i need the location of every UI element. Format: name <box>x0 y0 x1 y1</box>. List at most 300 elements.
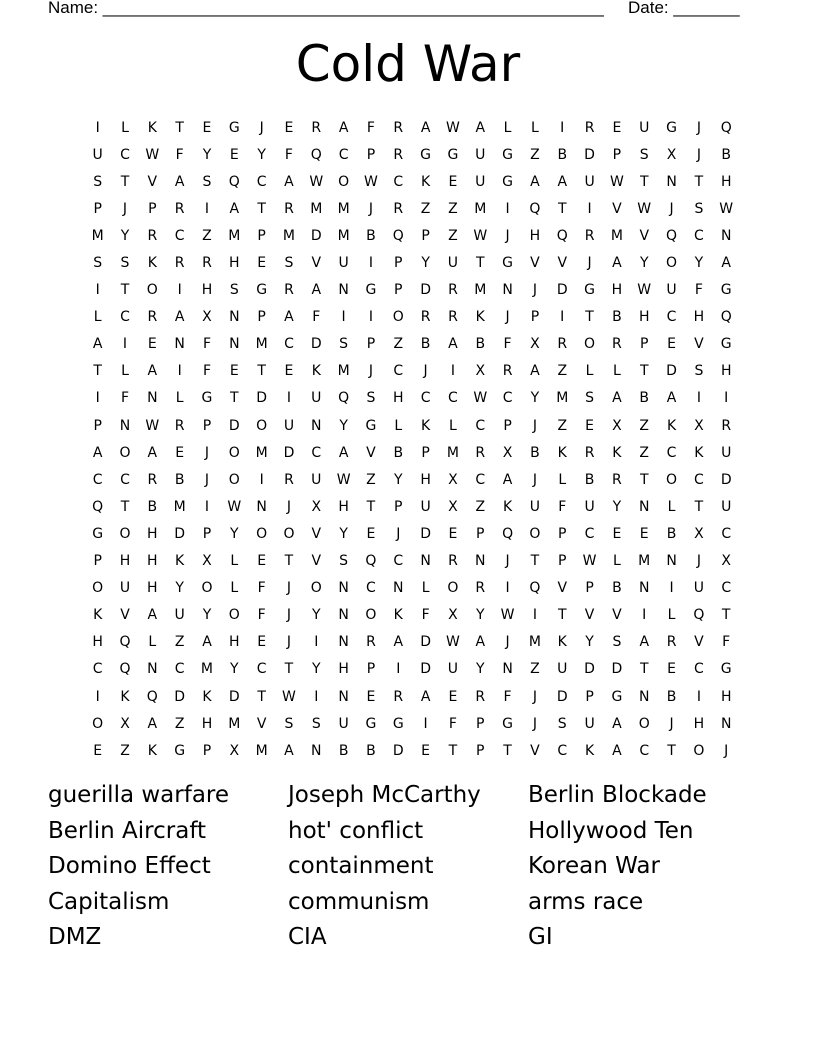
grid-letter: D <box>666 363 677 380</box>
grid-letter: P <box>257 227 266 244</box>
grid-letter: O <box>666 255 678 272</box>
grid-row <box>84 358 740 385</box>
grid-letter: J <box>724 742 729 759</box>
grid-letter: R <box>174 417 185 434</box>
grid-letter: T <box>557 200 567 217</box>
grid-letter: H <box>420 471 431 488</box>
grid-letter: E <box>421 742 431 759</box>
grid-letter: T <box>503 742 512 759</box>
grid-letter: V <box>612 200 622 217</box>
grid-letter: S <box>339 336 349 353</box>
grid-letter: I <box>505 200 510 217</box>
grid-letter: X <box>502 444 513 461</box>
grid-letter: D <box>420 282 431 299</box>
grid-letter: T <box>557 607 567 624</box>
grid-letter: M <box>310 200 323 217</box>
grid-letter: Z <box>557 363 568 380</box>
grid-letter: N <box>338 580 349 597</box>
grid-letter: C <box>92 471 103 488</box>
grid-letter: L <box>558 471 567 488</box>
grid-letter: H <box>229 255 240 272</box>
grid-letter: A <box>639 634 650 651</box>
grid-letter: Q <box>338 390 350 407</box>
grid-letter: F <box>175 146 184 163</box>
grid-letter: B <box>530 444 540 461</box>
grid-letter: L <box>121 363 129 380</box>
grid-letter: K <box>147 119 157 136</box>
grid-letter: W <box>145 146 160 163</box>
grid-letter: T <box>694 498 704 515</box>
grid-letter: J <box>532 715 537 732</box>
grid-letter: R <box>147 309 158 326</box>
grid-letter: R <box>393 200 404 217</box>
grid-letter: K <box>147 255 157 272</box>
grid-letter: P <box>93 200 102 217</box>
grid-letter: G <box>720 661 732 678</box>
word-list-item: guerilla warfare <box>48 782 230 808</box>
grid-letter: I <box>423 715 428 732</box>
grid-letter: V <box>256 715 267 732</box>
grid-letter: O <box>119 444 131 461</box>
grid-letter: J <box>122 200 128 217</box>
grid-letter: T <box>475 255 485 272</box>
grid-letter: W <box>309 173 324 190</box>
grid-letter: R <box>284 200 294 217</box>
grid-letter: N <box>638 580 650 597</box>
grid-letter: E <box>612 525 622 542</box>
grid-letter: W <box>473 227 488 244</box>
grid-letter: Q <box>529 580 541 597</box>
grid-letter: G <box>365 715 377 732</box>
grid-letter: U <box>557 661 568 678</box>
grid-letter: R <box>393 688 404 705</box>
grid-letter: O <box>228 607 240 624</box>
grid-letter: T <box>257 363 266 380</box>
grid-letter: B <box>366 742 376 759</box>
grid-letter: G <box>420 146 432 163</box>
grid-letter: X <box>229 742 240 759</box>
grid-letter: A <box>174 309 185 326</box>
grid-letter: K <box>475 309 485 326</box>
grid-letter: E <box>229 146 239 163</box>
grid-letter: R <box>174 255 185 272</box>
grid-letter: X <box>448 607 458 624</box>
grid-letter: X <box>202 309 212 326</box>
grid-letter: V <box>311 553 322 570</box>
grid-letter: U <box>475 146 486 163</box>
grid-letter: M <box>91 227 104 244</box>
grid-letter: L <box>421 580 430 597</box>
grid-letter: X <box>694 525 704 542</box>
grid-letter: F <box>312 309 321 326</box>
grid-letter: I <box>396 661 401 678</box>
grid-letter: B <box>639 390 650 407</box>
grid-letter: M <box>282 227 295 244</box>
grid-letter: M <box>610 227 623 244</box>
grid-letter: K <box>421 173 431 190</box>
grid-letter: J <box>532 471 537 488</box>
grid-letter: N <box>502 282 513 299</box>
grid-letter: W <box>336 471 351 488</box>
grid-letter: S <box>93 173 103 190</box>
grid-letter: R <box>420 309 431 326</box>
grid-letter: N <box>502 661 513 678</box>
grid-row <box>84 195 740 222</box>
grid-letter: A <box>530 363 540 380</box>
word-list-item: arms race <box>528 888 644 915</box>
grid-letter: X <box>120 715 130 732</box>
grid-letter: D <box>420 525 431 542</box>
grid-row <box>84 439 740 466</box>
grid-letter: G <box>720 336 732 353</box>
grid-letter: T <box>120 282 130 299</box>
grid-letter: T <box>721 607 731 624</box>
grid-letter: L <box>667 498 676 515</box>
grid-letter: I <box>204 498 210 515</box>
grid-letter: N <box>638 498 650 515</box>
grid-letter: Y <box>421 255 430 272</box>
grid-letter: C <box>338 146 349 163</box>
grid-letter: G <box>174 742 186 759</box>
grid-letter: D <box>310 336 322 353</box>
grid-letter: U <box>721 498 732 515</box>
grid-letter: C <box>420 390 431 407</box>
grid-letter: I <box>696 688 701 705</box>
grid-letter: R <box>584 227 595 244</box>
grid-letter: R <box>475 444 486 461</box>
grid-letter: U <box>447 255 459 272</box>
grid-letter: D <box>420 634 431 651</box>
grid-letter: X <box>666 146 677 163</box>
grid-letter: F <box>120 390 130 407</box>
grid-letter: F <box>448 715 457 732</box>
grid-letter: I <box>314 688 319 705</box>
grid-letter: E <box>366 688 376 705</box>
grid-letter: A <box>147 607 158 624</box>
grid-letter: N <box>666 173 677 190</box>
grid-letter: T <box>639 471 649 488</box>
grid-letter: F <box>366 119 375 136</box>
grid-letter: F <box>284 146 293 163</box>
grid-letter: C <box>721 525 732 542</box>
grid-letter: H <box>92 634 103 651</box>
grid-letter: H <box>338 498 349 515</box>
grid-letter: S <box>585 390 595 407</box>
grid-letter: C <box>393 173 404 190</box>
grid-letter: T <box>175 119 184 136</box>
grid-letter: R <box>448 309 458 326</box>
grid-letter: J <box>587 255 592 272</box>
grid-letter: W <box>609 173 624 190</box>
grid-letter: I <box>696 390 701 407</box>
grid-letter: C <box>311 444 322 461</box>
grid-letter: I <box>259 471 264 488</box>
grid-letter: Y <box>230 525 239 542</box>
grid-letter: L <box>531 119 539 136</box>
grid-letter: C <box>557 742 568 759</box>
grid-letter: B <box>584 471 595 488</box>
grid-letter: B <box>666 688 677 705</box>
grid-letter: Z <box>639 444 650 461</box>
grid-letter: V <box>612 607 622 624</box>
word-list-item: hot' conflict <box>288 817 424 844</box>
grid-letter: V <box>120 607 130 624</box>
grid-letter: A <box>612 390 622 407</box>
grid-letter: P <box>585 580 594 597</box>
grid-letter: U <box>283 417 295 434</box>
grid-letter: N <box>475 553 486 570</box>
word-list-item: Berlin Blockade <box>528 782 707 808</box>
grid-letter: E <box>667 336 676 353</box>
grid-letter: O <box>365 607 377 624</box>
grid-letter: W <box>637 200 652 217</box>
word-list-item: Domino Effect <box>48 853 211 880</box>
grid-letter: A <box>311 282 322 299</box>
grid-letter: J <box>368 363 374 380</box>
grid-letter: X <box>202 553 212 570</box>
grid-letter: P <box>476 715 485 732</box>
grid-letter: K <box>311 363 321 380</box>
grid-letter: L <box>503 119 512 136</box>
grid-letter: Y <box>585 634 594 651</box>
grid-letter: N <box>119 417 131 434</box>
grid-letter: L <box>148 634 157 651</box>
grid-letter: A <box>721 255 731 272</box>
grid-letter: U <box>475 173 486 190</box>
grid-letter: J <box>696 553 701 570</box>
grid-letter: O <box>666 471 678 488</box>
grid-letter: Z <box>366 471 376 488</box>
grid-letter: E <box>284 363 294 380</box>
grid-letter: A <box>229 200 240 217</box>
grid-row <box>84 222 740 249</box>
grid-letter: D <box>228 417 240 434</box>
grid-letter: U <box>693 580 704 597</box>
grid-letter: C <box>256 661 267 678</box>
grid-letter: R <box>393 146 404 163</box>
grid-letter: K <box>584 742 595 759</box>
grid-letter: E <box>366 525 376 542</box>
grid-row <box>84 656 740 683</box>
grid-letter: C <box>120 146 130 163</box>
grid-row <box>84 249 740 276</box>
grid-letter: J <box>259 119 264 136</box>
grid-letter: E <box>229 363 239 380</box>
grid-letter: M <box>337 227 350 244</box>
grid-letter: C <box>92 661 103 678</box>
date-field-label: Date: _______ <box>628 0 740 17</box>
grid-row <box>84 575 740 602</box>
grid-letter: C <box>584 525 595 542</box>
grid-letter: C <box>693 227 704 244</box>
grid-letter: E <box>612 119 622 136</box>
grid-letter: A <box>174 173 185 190</box>
grid-letter: J <box>696 146 701 163</box>
grid-letter: R <box>448 553 458 570</box>
word-list-item: Joseph McCarthy <box>288 782 481 808</box>
grid-letter: R <box>475 580 486 597</box>
grid-letter: Z <box>174 634 185 651</box>
grid-letter: X <box>721 553 731 570</box>
grid-letter: D <box>174 688 186 705</box>
grid-letter: D <box>283 444 295 461</box>
grid-row <box>84 141 740 168</box>
grid-letter: B <box>666 525 677 542</box>
grid-letter: T <box>120 498 130 515</box>
grid-letter: H <box>693 309 705 326</box>
grid-letter: H <box>638 309 650 326</box>
grid-letter: J <box>505 227 510 244</box>
grid-letter: Q <box>529 200 541 217</box>
grid-letter: U <box>174 607 185 624</box>
grid-letter: N <box>720 715 732 732</box>
grid-letter: Y <box>612 498 622 515</box>
grid-row <box>84 493 740 520</box>
grid-letter: C <box>666 309 677 326</box>
grid-row <box>84 331 740 358</box>
grid-row <box>84 737 740 764</box>
grid-letter: M <box>446 444 459 461</box>
grid-letter: C <box>284 336 294 353</box>
grid-letter: Y <box>257 146 266 163</box>
word-list-item: containment <box>288 853 434 880</box>
grid-letter: P <box>366 146 376 163</box>
grid-letter: A <box>147 715 158 732</box>
grid-letter: E <box>175 444 185 461</box>
grid-letter: D <box>392 742 404 759</box>
grid-letter: G <box>201 390 213 407</box>
grid-letter: F <box>694 282 703 299</box>
word-list-item: communism <box>288 888 430 915</box>
grid-letter: U <box>447 661 459 678</box>
grid-row <box>84 466 740 493</box>
grid-letter: C <box>174 227 185 244</box>
grid-letter: U <box>721 444 732 461</box>
grid-letter: T <box>639 173 649 190</box>
grid-letter: U <box>92 146 103 163</box>
grid-letter: R <box>284 471 294 488</box>
grid-letter: O <box>228 444 240 461</box>
grid-letter: R <box>666 634 677 651</box>
grid-letter: G <box>392 715 404 732</box>
grid-letter: M <box>255 336 268 353</box>
grid-letter: N <box>420 553 431 570</box>
letter-grid <box>84 114 740 764</box>
grid-letter: S <box>120 255 130 272</box>
grid-letter: Q <box>666 227 678 244</box>
grid-letter: N <box>311 742 322 759</box>
grid-letter: C <box>475 417 486 434</box>
grid-letter: Q <box>556 227 568 244</box>
grid-letter: X <box>530 336 540 353</box>
grid-letter: H <box>147 553 158 570</box>
grid-letter: I <box>177 363 182 380</box>
grid-letter: N <box>256 498 267 515</box>
grid-letter: B <box>338 742 349 759</box>
grid-letter: S <box>694 363 704 380</box>
grid-letter: B <box>147 498 158 515</box>
grid-row <box>84 412 740 439</box>
grid-letter: J <box>669 715 674 732</box>
grid-letter: G <box>365 282 377 299</box>
grid-letter: O <box>92 715 104 732</box>
grid-letter: H <box>529 227 541 244</box>
grid-letter: Q <box>119 634 131 651</box>
grid-letter: O <box>92 580 104 597</box>
grid-letter: P <box>558 553 567 570</box>
grid-letter: Y <box>312 607 321 624</box>
grid-letter: Y <box>475 607 485 624</box>
grid-letter: D <box>256 390 268 407</box>
grid-letter: I <box>505 580 510 597</box>
grid-letter: Z <box>557 417 568 434</box>
grid-letter: C <box>393 553 404 570</box>
grid-letter: I <box>532 607 537 624</box>
grid-letter: N <box>638 688 650 705</box>
grid-letter: T <box>366 498 376 515</box>
grid-letter: Y <box>230 661 239 678</box>
grid-letter: Q <box>119 661 131 678</box>
grid-letter: P <box>421 444 430 461</box>
grid-letter: X <box>694 417 704 434</box>
grid-letter: O <box>392 309 404 326</box>
grid-letter: W <box>227 498 242 515</box>
grid-letter: Z <box>448 227 458 244</box>
grid-letter: O <box>119 525 131 542</box>
grid-letter: F <box>257 607 266 624</box>
grid-letter: Y <box>639 255 649 272</box>
grid-letter: S <box>284 715 294 732</box>
grid-letter: H <box>201 282 213 299</box>
grid-letter: J <box>505 634 510 651</box>
grid-letter: A <box>448 336 458 353</box>
name-field-label: Name: _____________________________________________________ <box>48 0 604 17</box>
grid-letter: J <box>696 119 701 136</box>
grid-letter: L <box>667 607 676 624</box>
grid-letter: J <box>532 688 537 705</box>
word-list-item: DMZ <box>48 924 102 951</box>
grid-letter: K <box>175 553 185 570</box>
grid-letter: Q <box>392 227 404 244</box>
grid-letter: H <box>147 525 158 542</box>
grid-letter: Q <box>365 553 377 570</box>
grid-letter: X <box>448 498 458 515</box>
grid-letter: R <box>584 444 595 461</box>
grid-letter: A <box>420 119 431 136</box>
grid-letter: P <box>202 525 212 542</box>
grid-letter: Z <box>530 146 540 163</box>
grid-letter: T <box>639 661 649 678</box>
grid-letter: C <box>666 444 677 461</box>
grid-row <box>84 710 740 737</box>
grid-letter: N <box>666 553 677 570</box>
grid-letter: A <box>612 742 622 759</box>
grid-letter: F <box>722 634 731 651</box>
grid-letter: I <box>368 255 374 272</box>
grid-letter: P <box>476 742 485 759</box>
grid-letter: B <box>612 309 622 326</box>
page-title: Cold War <box>295 35 521 93</box>
grid-letter: U <box>584 715 595 732</box>
grid-letter: C <box>366 580 376 597</box>
word-list-item: Capitalism <box>48 888 170 915</box>
grid-letter: T <box>230 390 239 407</box>
grid-row <box>84 548 740 575</box>
grid-letter: L <box>449 417 457 434</box>
word-list-item: CIA <box>288 924 327 951</box>
grid-letter: T <box>448 742 458 759</box>
grid-letter: W <box>637 282 652 299</box>
